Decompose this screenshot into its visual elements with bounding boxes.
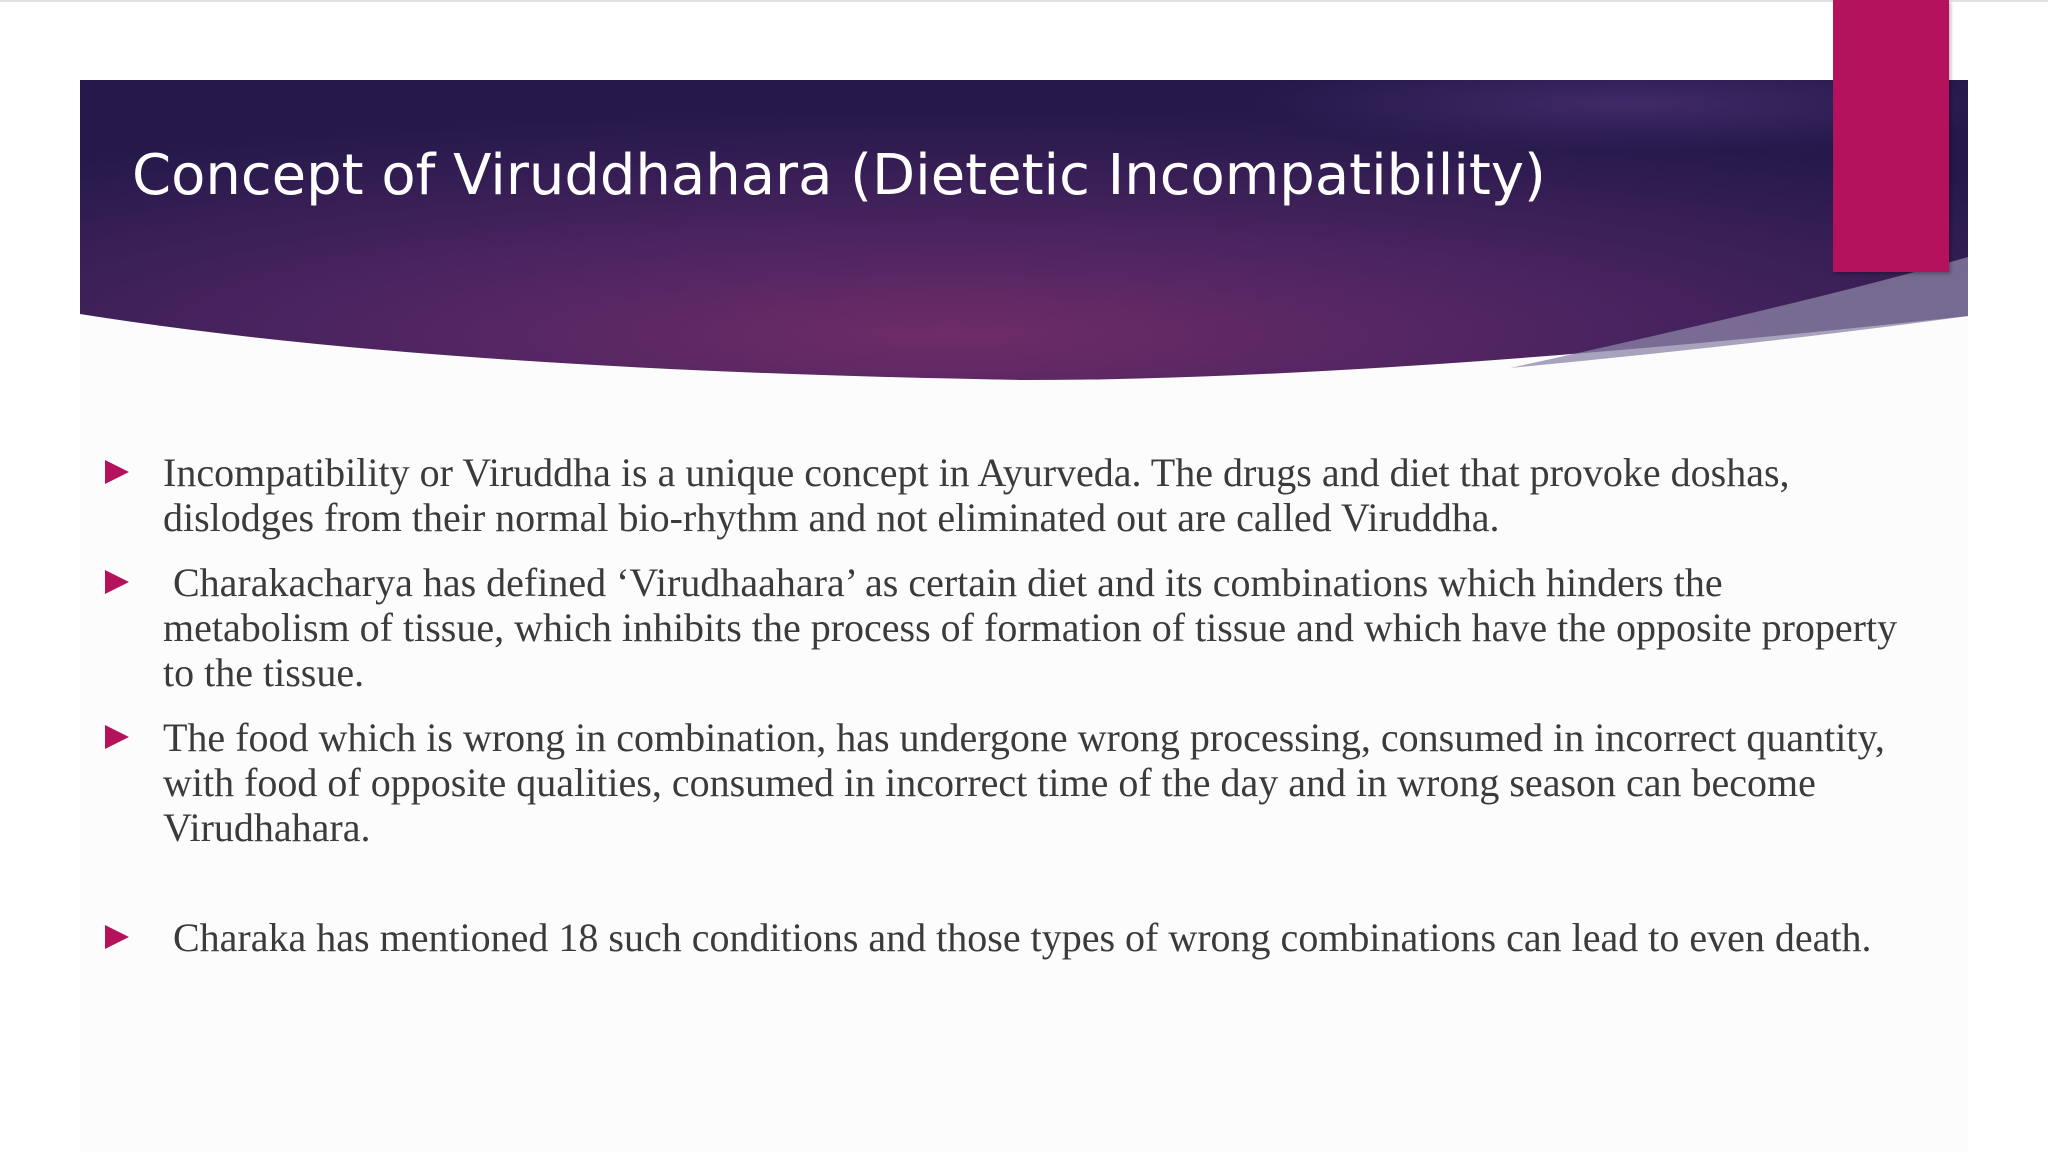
bullet-text: Charakacharya has defined ‘Virudhaahara’ as certain diet and its combinations which hinders the metabolism of tissue, which inhibits the process of formation of tissue and which have the opposite property to the tissue. — [163, 560, 1908, 695]
bullet-item — [104, 915, 1904, 960]
header-banner — [80, 80, 1968, 380]
bullet-text: Charaka has mentioned 18 such conditions and those types of wrong combinations can lead to even death. — [163, 915, 1872, 960]
triangle-bullet-icon — [105, 570, 129, 594]
top-divider — [0, 0, 2048, 2]
bullet-item — [104, 560, 1908, 695]
slide-title: Concept of Viruddhahara (Dietetic Incompatibility) — [132, 143, 1546, 208]
bullet-item — [104, 450, 1904, 540]
triangle-bullet-icon — [105, 460, 129, 484]
triangle-bullet-icon — [105, 925, 129, 949]
bullet-text: The food which is wrong in combination, has undergone wrong processing, consumed in incorrect quantity, with food of opposite qualities, consumed in incorrect time of the day and in wrong season can become Virudhahara. — [163, 715, 1895, 850]
accent-tab — [1833, 0, 1949, 272]
bullet-list — [104, 450, 1908, 980]
bullet-text: Incompatibility or Viruddha is a unique concept in Ayurveda. The drugs and diet that provoke doshas, dislodges from their normal bio-rhythm and not eliminated out are called Viruddha. — [163, 450, 1800, 540]
bullet-item — [104, 715, 1904, 850]
slide — [80, 80, 1968, 1152]
triangle-bullet-icon — [105, 725, 129, 749]
